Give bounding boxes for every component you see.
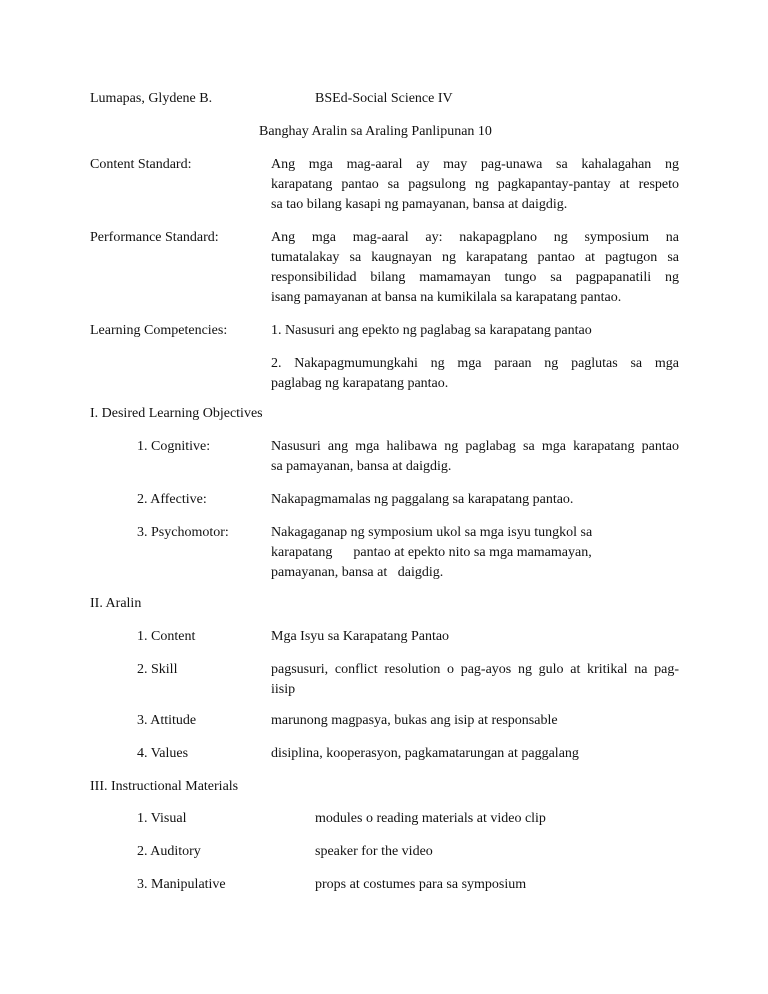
psychomotor-label: 3. Psychomotor: <box>137 525 229 540</box>
performance-standard-line: isang pamayanan at bansa na kumikilala sa karapatang pantao. <box>271 290 622 305</box>
content-standard-line: karapatang pantao sa pagsulong ng pagkapantay-pantay at respeto <box>271 177 679 192</box>
course-name: BSEd-Social Science IV <box>315 91 453 106</box>
cognitive-text <box>271 437 679 477</box>
cognitive-label: 1. Cognitive: <box>137 439 211 454</box>
aralin-skill-label: 2. Skill <box>137 662 178 677</box>
manipulative-text: props at costumes para sa symposium <box>315 877 527 892</box>
aralin-skill-text <box>271 660 679 700</box>
performance-standard-line: tumatalakay sa kaugnayan ng karapatang pantao at pagtugon sa <box>271 250 679 265</box>
performance-standard-text <box>271 228 679 308</box>
competency-2-line: 2. Nakapagmumungkahi ng mga paraan ng paglutas sa mga <box>271 356 679 371</box>
affective-text: Nakapagmamalas ng paggalang sa karapatang pantao. <box>271 492 574 507</box>
performance-standard-line: responsibilidad bilang mamamayan tungo sa pagpapanatili ng <box>271 270 679 285</box>
performance-standard-label: Performance Standard: <box>90 230 219 245</box>
auditory-label: 2. Auditory <box>137 844 201 859</box>
objectives-heading: I. Desired Learning Objectives <box>90 406 263 421</box>
author-name: Lumapas, Glydene B. <box>90 91 213 106</box>
auditory-text: speaker for the video <box>315 844 433 859</box>
materials-heading: III. Instructional Materials <box>90 779 239 794</box>
aralin-heading: II. Aralin <box>90 596 142 611</box>
aralin-attitude-text: marunong magpasya, bukas ang isip at responsable <box>271 713 558 728</box>
psychomotor-text <box>271 523 671 583</box>
aralin-content-label: 1. Content <box>137 629 196 644</box>
aralin-values-text: disiplina, kooperasyon, pagkamatarungan at paggalang <box>271 746 579 761</box>
visual-text: modules o reading materials at video clip <box>315 811 546 826</box>
aralin-values-label: 4. Values <box>137 746 189 761</box>
content-standard-text <box>271 155 679 215</box>
psychomotor-line: pamayanan, bansa at daigdig. <box>271 565 444 580</box>
cognitive-line: sa pamayanan, bansa at daigdig. <box>271 459 452 474</box>
aralin-content-text: Mga Isyu sa Karapatang Pantao <box>271 629 450 644</box>
skill-line: iisip <box>271 682 296 697</box>
psychomotor-line: Nakagaganap ng symposium ukol sa mga isyu tungkol sa <box>271 525 593 540</box>
competency-2 <box>271 354 679 394</box>
competency-1: 1. Nasusuri ang epekto ng paglabag sa karapatang pantao <box>271 323 592 338</box>
content-standard-line: sa tao bilang kasapi ng pamayanan, bansa at daigdig. <box>271 197 568 212</box>
visual-label: 1. Visual <box>137 811 187 826</box>
content-standard-line: Ang mga mag-aaral ay may pag-unawa sa kahalagahan ng <box>271 157 679 172</box>
document-title: Banghay Aralin sa Araling Panlipunan 10 <box>259 124 492 139</box>
aralin-attitude-label: 3. Attitude <box>137 713 197 728</box>
affective-label: 2. Affective: <box>137 492 207 507</box>
psychomotor-line: karapatang pantao at epekto nito sa mga mamamayan, <box>271 545 592 560</box>
manipulative-label: 3. Manipulative <box>137 877 226 892</box>
performance-standard-line: Ang mga mag-aaral ay: nakapagplano ng symposium na <box>271 230 679 245</box>
competency-2-line: paglabag ng karapatang pantao. <box>271 376 449 391</box>
content-standard-label: Content Standard: <box>90 157 192 172</box>
learning-competencies-label: Learning Competencies: <box>90 323 228 338</box>
skill-line: pagsusuri, conflict resolution o pag-ayos ng gulo at kritikal na pag- <box>271 662 679 677</box>
cognitive-line: Nasusuri ang mga halibawa ng paglabag sa mga karapatang pantao <box>271 439 679 454</box>
